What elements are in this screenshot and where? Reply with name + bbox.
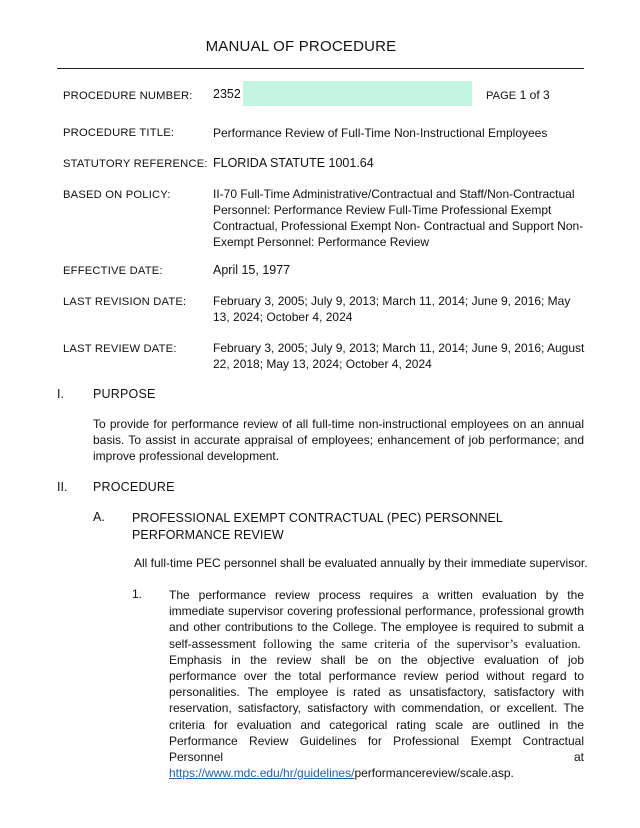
title-divider	[57, 68, 584, 69]
last-review-date-label: LAST REVIEW DATE:	[63, 343, 177, 355]
highlighted-blank-field	[243, 81, 472, 106]
page-indicator	[486, 88, 550, 102]
subsection-intro: All full-time PEC personnel shall be evaluated annually by their immediate supervisor.	[134, 556, 588, 570]
procedure-number-label: PROCEDURE NUMBER:	[63, 90, 193, 102]
last-revision-date: February 3, 2005; July 9, 2013; March 11, 2014; June 9, 2016; May 13, 2024; October 4, 2024	[213, 294, 571, 324]
page-total: 3	[543, 88, 550, 102]
section-number-purpose: I.	[57, 387, 64, 401]
item-text-serif: following the same criteria of the supervisor’s evaluation.	[262, 636, 581, 651]
effective-date: April 15, 1977	[213, 263, 291, 277]
page-label: PAGE	[486, 90, 517, 102]
last-review-date: February 3, 2005; July 9, 2013; March 11, 2014; June 9, 2016; August 22, 2018; May 13, 2024; October 4, 2024	[213, 341, 585, 371]
section-title-procedure: PROCEDURE	[93, 480, 175, 494]
item-text-part-1: The performance review process requires a written evaluation by the immediate supervisor covering professional performance, professional growth and other contributions to the College. The employee is required to submit a self-assessment	[169, 588, 584, 651]
statutory-reference-label: STATUTORY REFERENCE:	[63, 158, 208, 170]
section-number-procedure: II.	[57, 480, 68, 494]
procedure-title-label: PROCEDURE TITLE:	[63, 127, 175, 139]
guidelines-link[interactable]: https://www.mdc.edu/hr/guidelines/	[169, 766, 355, 781]
subsection-title-a: PROFESSIONAL EXEMPT CONTRACTUAL (PEC) PERSONNEL PERFORMANCE REVIEW	[132, 511, 503, 542]
procedure-title: Performance Review of Full-Time Non-Instructional Employees	[213, 126, 548, 140]
purpose-paragraph: To provide for performance review of all full-time non-instructional employees on an annual basis. To assist in accurate appraisal of employees; enhancement of job performance; and improve professional development.	[93, 417, 584, 464]
effective-date-label: EFFECTIVE DATE:	[63, 265, 163, 277]
last-revision-date-label: LAST REVISION DATE:	[63, 296, 187, 308]
item-text-part-2: Emphasis in the review shall be on the objective evaluation of job performance over the total performance review period without regard to personalities. The employee is rated as unsatisfactory, satisfactory with reservation, satisfactory, satisfactory with commendation, or excellent. The criteria for evaluation and categorical rating scale are outlined in the Performance Review Guidelines for Professional Exempt Contractual Personnel at	[169, 652, 584, 765]
link-suffix: performancereview/scale.asp.	[354, 766, 514, 781]
list-item-number: 1.	[132, 587, 143, 601]
procedure-number: 2352	[213, 87, 241, 101]
section-title-purpose: PURPOSE	[93, 387, 156, 401]
page-of: of	[529, 88, 540, 102]
statutory-reference: FLORIDA STATUTE 1001.64	[213, 156, 374, 170]
subsection-letter-a: A.	[93, 510, 105, 524]
based-on-policy: II-70 Full-Time Administrative/Contractual and Staff/Non-Contractual Personnel: Performance Review Full-Time Professional Exempt Contractual, Professional Exempt Non- Contractual and Support Non-Exempt Personnel: Performance Review	[213, 187, 584, 249]
based-on-policy-label: BASED ON POLICY:	[63, 189, 171, 201]
document-title: MANUAL OF PROCEDURE	[205, 38, 397, 55]
list-item-text	[169, 587, 584, 781]
page-current: 1	[519, 88, 527, 102]
